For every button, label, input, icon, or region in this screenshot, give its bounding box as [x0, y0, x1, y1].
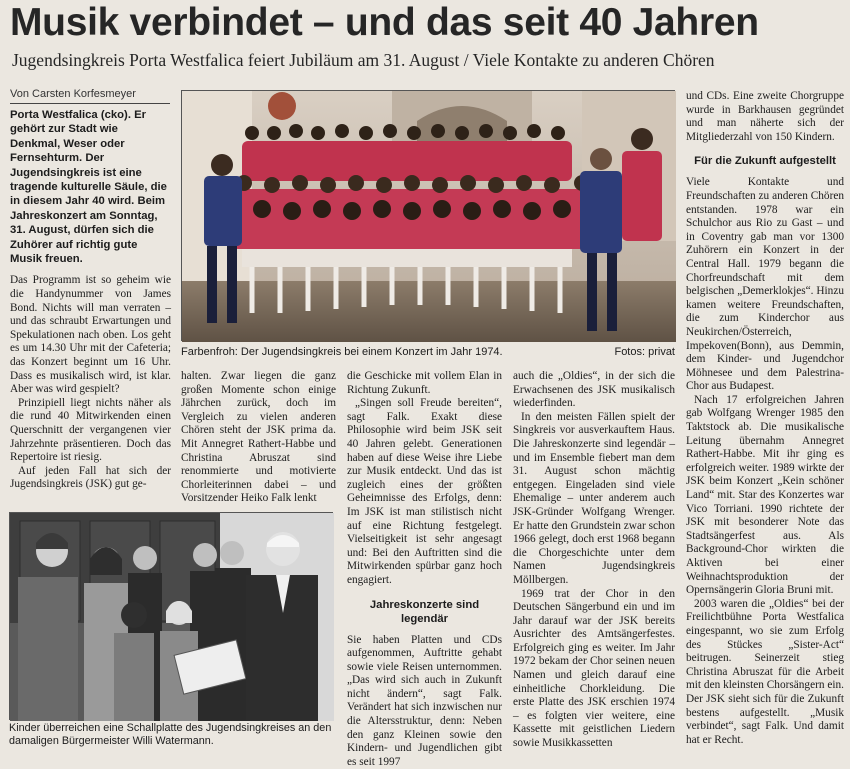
byline: Von Carsten Korfesmeyer	[10, 87, 170, 104]
subheadline: Jugendsingkreis Porta Westfalica feiert Jubiläum am 31. August / Viele Kontakte zu anderen Chören	[12, 49, 842, 71]
paragraph: 1969 trat der Chor in den Deutschen Sängerbund ein und im Jahr darauf war der JSK bereits Ausrichter des Amtsängerfestes. Erfolgreich ging es weiter. Im Jahr 1972 bekam der Chor seinen neuen Namen und gleich darauf eine einheitliche Chorkleidung. Die erste Platte des JSK erschien 1974 – es folgten vier weitere, eine Kassette mit geistlichen Liedern sowie Musikkassetten	[513, 588, 675, 751]
paragraph: Sie haben Platten und CDs aufgenommen, Auftritte gehabt sowie viele Reisen unternommen. „Das wird sich auch in Zukunft nicht ändern“, sagt Falk. Verändert hat sich inzwischen nur die Altersstruktur, denn: Neben den ganz Kleinen sowie den Kindern- und Jugendlichen gibt es seit 1997	[347, 634, 502, 769]
paragraph: auch die „Oldies“, in der sich die Erwachsenen des JSK musikalisch wiederfinden.	[513, 370, 675, 411]
column-5	[686, 90, 844, 749]
record-handover-photo	[9, 512, 333, 720]
paragraph: die Geschicke mit vollem Elan in Richtung Zukunft.	[347, 370, 502, 397]
paragraph: In den meisten Fällen spielt der Singkreis vor ausverkauftem Haus. Die Jahreskonzerte sind legendär – und im Ensemble fiebert man dem 31. August schon mächtig entgegen. Eingeladen sind viele Ehemalige – unter anderem auch JSK-Gründer Wolfgang Wrenger. Er hatte den Grundstein zwar schon 1966 gelegt, doch erst 1968 begann die Chorgeschichte unter dem Namen Jugendsingkreis Möllbergen.	[513, 411, 675, 588]
photo-caption-bottom: Kinder überreichen eine Schallplatte des Jugendsingkreises an den damaligen Bürgermeister Willi Watermann.	[9, 722, 335, 747]
paragraph: halten. Zwar liegen die ganz großen Momente schon einige Jährchen zurück, doch im Vergleich zu vielen anderen Chören steht der JSK prima da. Mit Annegret Rathert-Habbe und Christina Abruszat sind renommierte und motivierte Chorleiterinnen dabei – und Vorsitzender Heiko Falk lenkt	[181, 370, 336, 506]
subheading-jahreskonzerte: Jahreskonzerte sind legendär	[347, 598, 502, 626]
choir-photo-1974	[181, 90, 675, 341]
column-3	[347, 370, 502, 749]
subheading-zukunft: Für die Zukunft aufgestellt	[686, 154, 844, 168]
paragraph: „Singen soll Freude bereiten“, sagt Falk. Exakt diese Philosophie wird beim JSK seit 40 Jahren gelebt. Generationen haben auf diese Weise ihre Liebe zur Musik entdeckt. Und das ist zugleich eines der größten Geheimnisse des Erfolgs, denn: Im JSK ist man stilistisch nicht auf eine Richtung festgelegt. Vielseitigkeit ist sehr angesagt und: Bei den Auftritten sind die Mitwirkenden spürbar ganz hoch engagiert.	[347, 397, 502, 587]
paragraph: und CDs. Eine zweite Chorgruppe wurde in Barkhausen gegründet und man näherte sich der Mitgliederzahl von 150 Kindern.	[686, 90, 844, 144]
column-4	[513, 370, 675, 749]
paragraph: Das Programm ist so geheim wie die Handynummer von James Bond. Nichts will man verraten – und das schraubt Erwartungen und Spekulationen nach oben. Los geht es um 14.30 Uhr mit der Cafeteria; das Konzert beginnt um 16 Uhr. Dass es musikalisch wird, ist klar. Aber was wird gespielt?	[10, 274, 171, 396]
choir-photo-image	[182, 91, 676, 342]
paragraph: Viele Kontakte und Freundschaften zu anderen Chören entstanden. 1978 war ein Schulchor aus Rio zu Gast – und in Coventry gab man vor 1300 Zuhörern ein Konzert in der Central Hall. 1979 begann die Chorfreundschaft mit dem belgischen „Demerklokjes“. Hinzu kamen weitere Freundschaften, die zum Kinderchor aus Neukirchen/Österreich, Impekoven(Bonn), aus Demmin, dem Kinder- und Jugendchor Möhnesee und dem Palestrina-Chor aus Budapest.	[686, 176, 844, 394]
lead-paragraph: Porta Westfalica (cko). Er gehört zur Stadt wie Denkmal, Weser oder Fernsehturm. Der Jugendsingkreis ist eine tragende kulturelle Säule, die in diesem Jahr 40 wird. Beim Jahreskonzert am Sonntag, 31. August, dürfen sich die Zuhörer auf richtig gute Musik freuen.	[10, 108, 171, 266]
photo-caption-top: Farbenfroh: Der Jugendsingkreis bei einem Konzert im Jahr 1974.	[181, 346, 581, 359]
paragraph: Nach 17 erfolgreichen Jahren gab Wolfgang Wrenger 1985 den Taktstock ab. Die musikalische Leitung übernahm Annegret Rathert-Habbe. Mit ihr ging es erfolgreich weiter. 1989 wirkte der JSK beim Konzert „Kein schöner Land“ mit. Star des Konzertes war Vico Torriani. 1990 richtete der JSK mit besonderer Note das Stadtsängerfest aus. Als Background-Chor wirkten die Aktiven bei einer Weihnachtsproduktion der Opernsängerin Gloria Bruni mit.	[686, 394, 844, 598]
headline: Musik verbindet – und das seit 40 Jahren	[10, 0, 840, 46]
photo-credit: Fotos: privat	[600, 346, 675, 359]
paragraph: Auf jeden Fall hat sich der Jugendsingkreis (JSK) gut ge-	[10, 465, 171, 492]
paragraph: 2003 waren die „Oldies“ bei der Freilichtbühne Porta Westfalica eingespannt, wo sie zum Erfolg des Stückes „Sister-Act“ beitrugen. Seinerzeit stieg Christina Abruszat für die Arbeit mit den kleinsten Chorsängern ein. Der JSK sieht sich für die Zukunft bestens aufgestellt. „Musik verbindet“, sagt Falk. Und damit hat er Recht.	[686, 598, 844, 748]
paragraph: Prinzipiell liegt nichts näher als die rund 40 Mitwirkenden einen Querschnitt der vergangenen vier Jahrzehnte präsentieren. Doch das Repertoire ist riesig.	[10, 397, 171, 465]
column-1	[10, 108, 171, 500]
record-handover-image	[10, 513, 334, 721]
column-2	[181, 370, 336, 505]
